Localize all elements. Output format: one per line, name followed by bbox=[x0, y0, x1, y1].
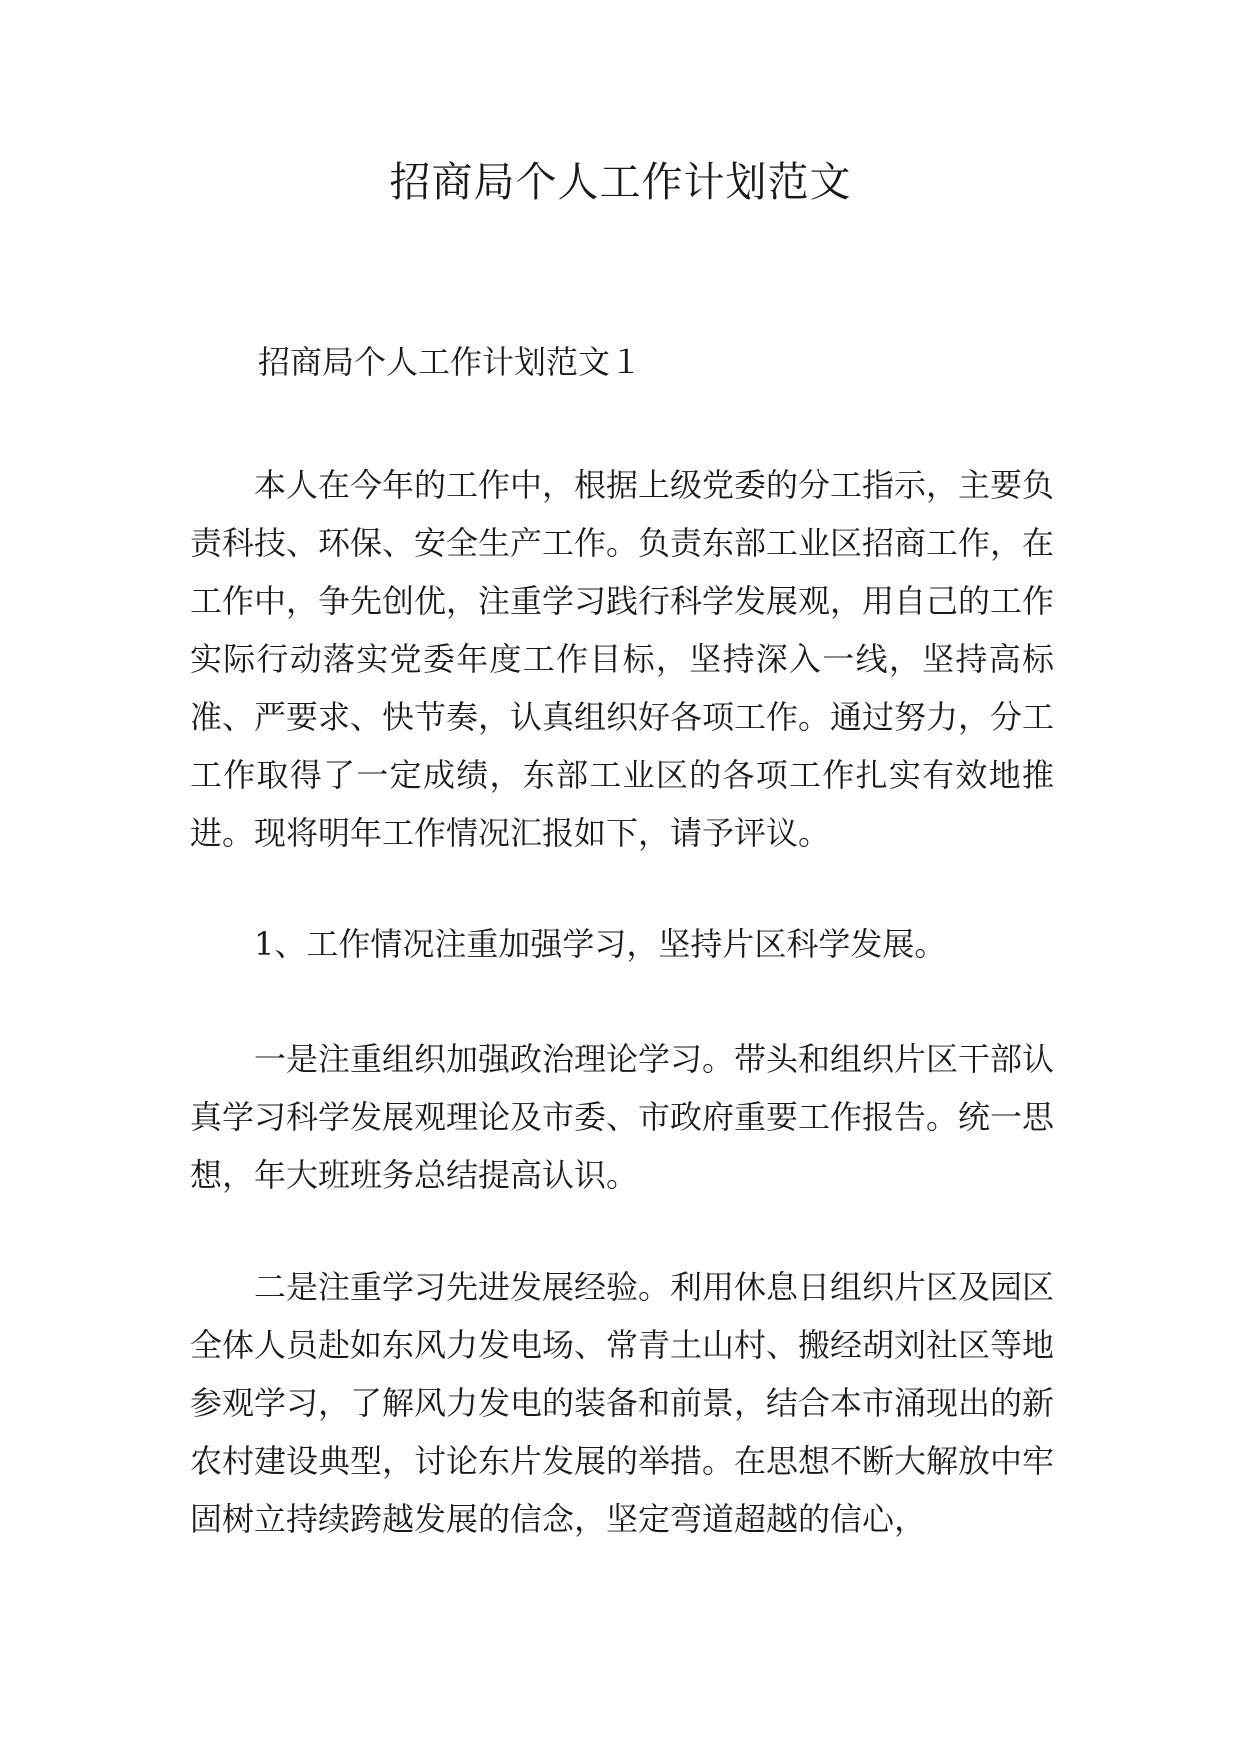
section-heading: 招商局个人工作计划范文１ bbox=[258, 343, 643, 381]
paragraph-item-a: 一是注重组织加强政治理论学习。带头和组织片区干部认真学习科学发展观理论及市委、市政府重要工作报告。统一思想，年大班班务总结提高认识。 bbox=[190, 1040, 1055, 1194]
paragraph-point-1: 1、工作情况注重加强学习，坚持片区科学发展。 bbox=[254, 925, 947, 963]
paragraph-intro: 本人在今年的工作中，根据上级党委的分工指示，主要负责科技、环保、安全生产工作。负责东部工业区招商工作，在工作中，争先创优，注重学习践行科学发展观，用自己的工作实际行动落实党委年度工作目标，坚持深入一线，坚持高标准、严要求、快节奏，认真组织好各项工作。通过努力，分工工作取得了一定成绩，东部工业区的各项工作扎实有效地推进。现将明年工作情况汇报如下，请予评议。 bbox=[190, 466, 1055, 852]
paragraph-item-b: 二是注重学习先进发展经验。利用休息日组织片区及园区全体人员赴如东风力发电场、常青土山村、搬经胡刘社区等地参观学习，了解风力发电的装备和前景，结合本市涌现出的新农村建设典型，讨论东片发展的举措。在思想不断大解放中牢固树立持续跨越发展的信念，坚定弯道超越的信心， bbox=[190, 1268, 1055, 1538]
document-title: 招商局个人工作计划范文 bbox=[389, 158, 852, 206]
